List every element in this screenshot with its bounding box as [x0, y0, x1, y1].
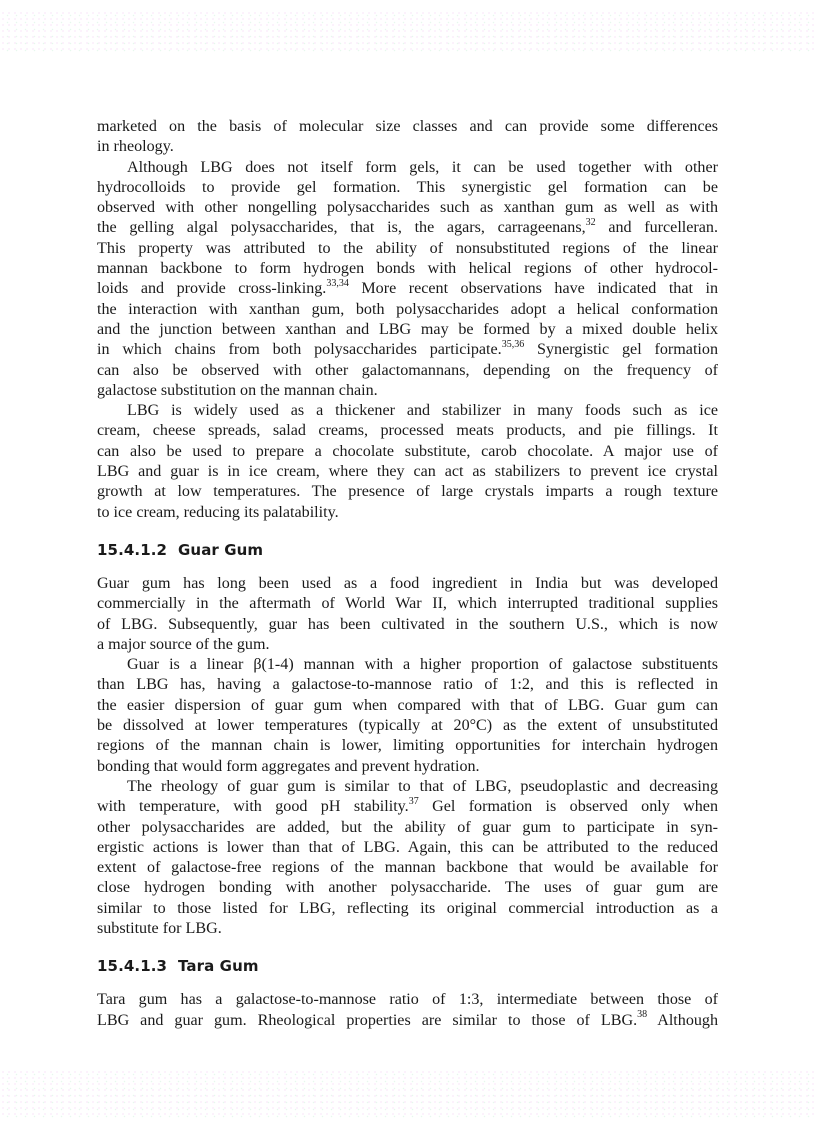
text-line: regions of the mannan chain is lower, limiting opportunities for interchain hydrogen [97, 737, 718, 755]
text-line: cream, cheese spreads, salad creams, processed meats products, and pie fillings. It [97, 422, 718, 440]
text-line: Although LBG does not itself form gels, it can be used together with other [127, 158, 718, 176]
section-title: Tara Gum [178, 957, 259, 976]
spacer [97, 560, 718, 574]
text-line: ergistic actions is lower than that of LBG. Again, this can be attributed to the reduced [97, 838, 718, 856]
paragraph [97, 117, 718, 158]
text-line: growth at low temperatures. The presence of large crystals imparts a rough texture [97, 483, 718, 501]
text-line: hydrocolloids to provide gel formation. This synergistic gel formation can be [97, 178, 718, 196]
text-line: substitute for LBG. [97, 919, 222, 937]
text-line: close hydrogen bonding with another polysaccharide. The uses of guar gum are [97, 879, 718, 897]
paragraph [97, 401, 718, 523]
text-line: Guar gum has long been used as a food ingredient in India but was developed [97, 574, 718, 592]
spacer [97, 939, 718, 956]
text-line: can also be observed with other galactomannans, depending on the frequency of [97, 361, 718, 379]
text-line: loids and provide cross-linking.$^{33,34}$ More recent observations have indicated that in [97, 278, 719, 298]
text-line: commercially in the aftermath of World War II, which interrupted traditional supplies [97, 595, 718, 613]
text-line: other polysaccharides are added, but the ability of guar gum to participate in syn- [97, 818, 718, 836]
text-line: than LBG has, having a galactose-to-mannose ratio of 1:2, and this is reflected in [97, 676, 718, 694]
text-line: Tara gum has a galactose-to-mannose ratio of 1:3, intermediate between those of [97, 991, 718, 1009]
text-line: the interaction with xanthan gum, both polysaccharides adopt a helical conformation [97, 300, 718, 318]
document-page [97, 117, 718, 1031]
paragraph [97, 777, 718, 939]
citation-superscript: 38 [637, 1009, 648, 1021]
text-line: a major source of the gum. [97, 635, 270, 653]
citation-superscript: 32 [585, 217, 596, 229]
paragraph [97, 158, 718, 402]
text-line: of LBG. Subsequently, guar has been cultivated in the southern U.S., which is now [97, 615, 718, 633]
text-line: the easier dispersion of guar gum when compared with that of LBG. Guar gum can [97, 696, 718, 714]
paragraph [97, 990, 718, 1031]
section-tara-gum-body [97, 990, 718, 1031]
text-line: extent of galactose-free regions of the mannan backbone that would be available for [97, 859, 718, 877]
text-line: Guar is a linear β(1-4) mannan with a higher proportion of galactose substituents [127, 656, 718, 674]
text-line: LBG and guar gum. Rheological properties are similar to those of LBG.$^{38}$ Although [97, 1009, 719, 1029]
text-line: the gelling algal polysaccharides, that is, the agars, carrageenans,$^{32}$ and furcelleran. [97, 217, 718, 237]
text-line: similar to those listed for LBG, reflecting its original commercial introduction as a [97, 899, 718, 917]
text-line: and the junction between xanthan and LBG may be formed by a mixed double helix [97, 320, 718, 338]
text-line: marketed on the basis of molecular size classes and can provide some differences [97, 118, 718, 135]
paragraph [97, 574, 718, 655]
scan-noise-top [0, 10, 816, 52]
text-line: with temperature, with good pH stability.$^{37}$ Gel formation is observed only when [97, 795, 718, 816]
section-heading-tara-gum [97, 956, 718, 976]
text-line: bonding that would form aggregates and prevent hydration. [97, 757, 480, 775]
section-intro [97, 117, 718, 523]
citation-superscript: 37 [408, 795, 419, 807]
section-number: 15.4.1.2 [97, 540, 168, 559]
spacer [97, 523, 718, 540]
text-line: The rheology of guar gum is similar to that of LBG, pseudoplastic and decreasing [127, 777, 718, 795]
section-title: Guar Gum [178, 540, 264, 559]
text-line: to ice cream, reducing its palatability. [97, 503, 339, 521]
scan-noise-bottom [0, 1069, 816, 1119]
text-line: can also be used to prepare a chocolate substitute, carob chocolate. A major use of [97, 442, 718, 460]
text-line: observed with other nongelling polysaccharides such as xanthan gum as well as with [97, 199, 718, 217]
section-heading-guar-gum [97, 540, 718, 560]
section-guar-gum-body [97, 574, 718, 939]
text-line: LBG and guar is in ice cream, where they can act as stabilizers to prevent ice crystal [97, 463, 718, 481]
text-line: galactose substitution on the mannan chain. [97, 381, 378, 399]
text-line: mannan backbone to form hydrogen bonds with helical regions of other hydrocol- [97, 260, 718, 278]
paragraph [97, 655, 718, 777]
section-number: 15.4.1.3 [97, 957, 168, 976]
text-line: LBG is widely used as a thickener and stabilizer in many foods such as ice [127, 402, 718, 420]
citation-superscript: 33,34 [326, 278, 349, 290]
text-line: in which chains from both polysaccharides participate.$^{35,36}$ Synergistic gel formation [97, 338, 718, 359]
citation-superscript: 35,36 [501, 338, 525, 350]
spacer [97, 976, 718, 990]
text-line: This property was attributed to the ability of nonsubstituted regions of the linear [97, 239, 718, 257]
text-line: in rheology. [97, 138, 174, 156]
text-line: be dissolved at lower temperatures (typically at 20°C) as the extent of unsubstituted [97, 717, 718, 735]
